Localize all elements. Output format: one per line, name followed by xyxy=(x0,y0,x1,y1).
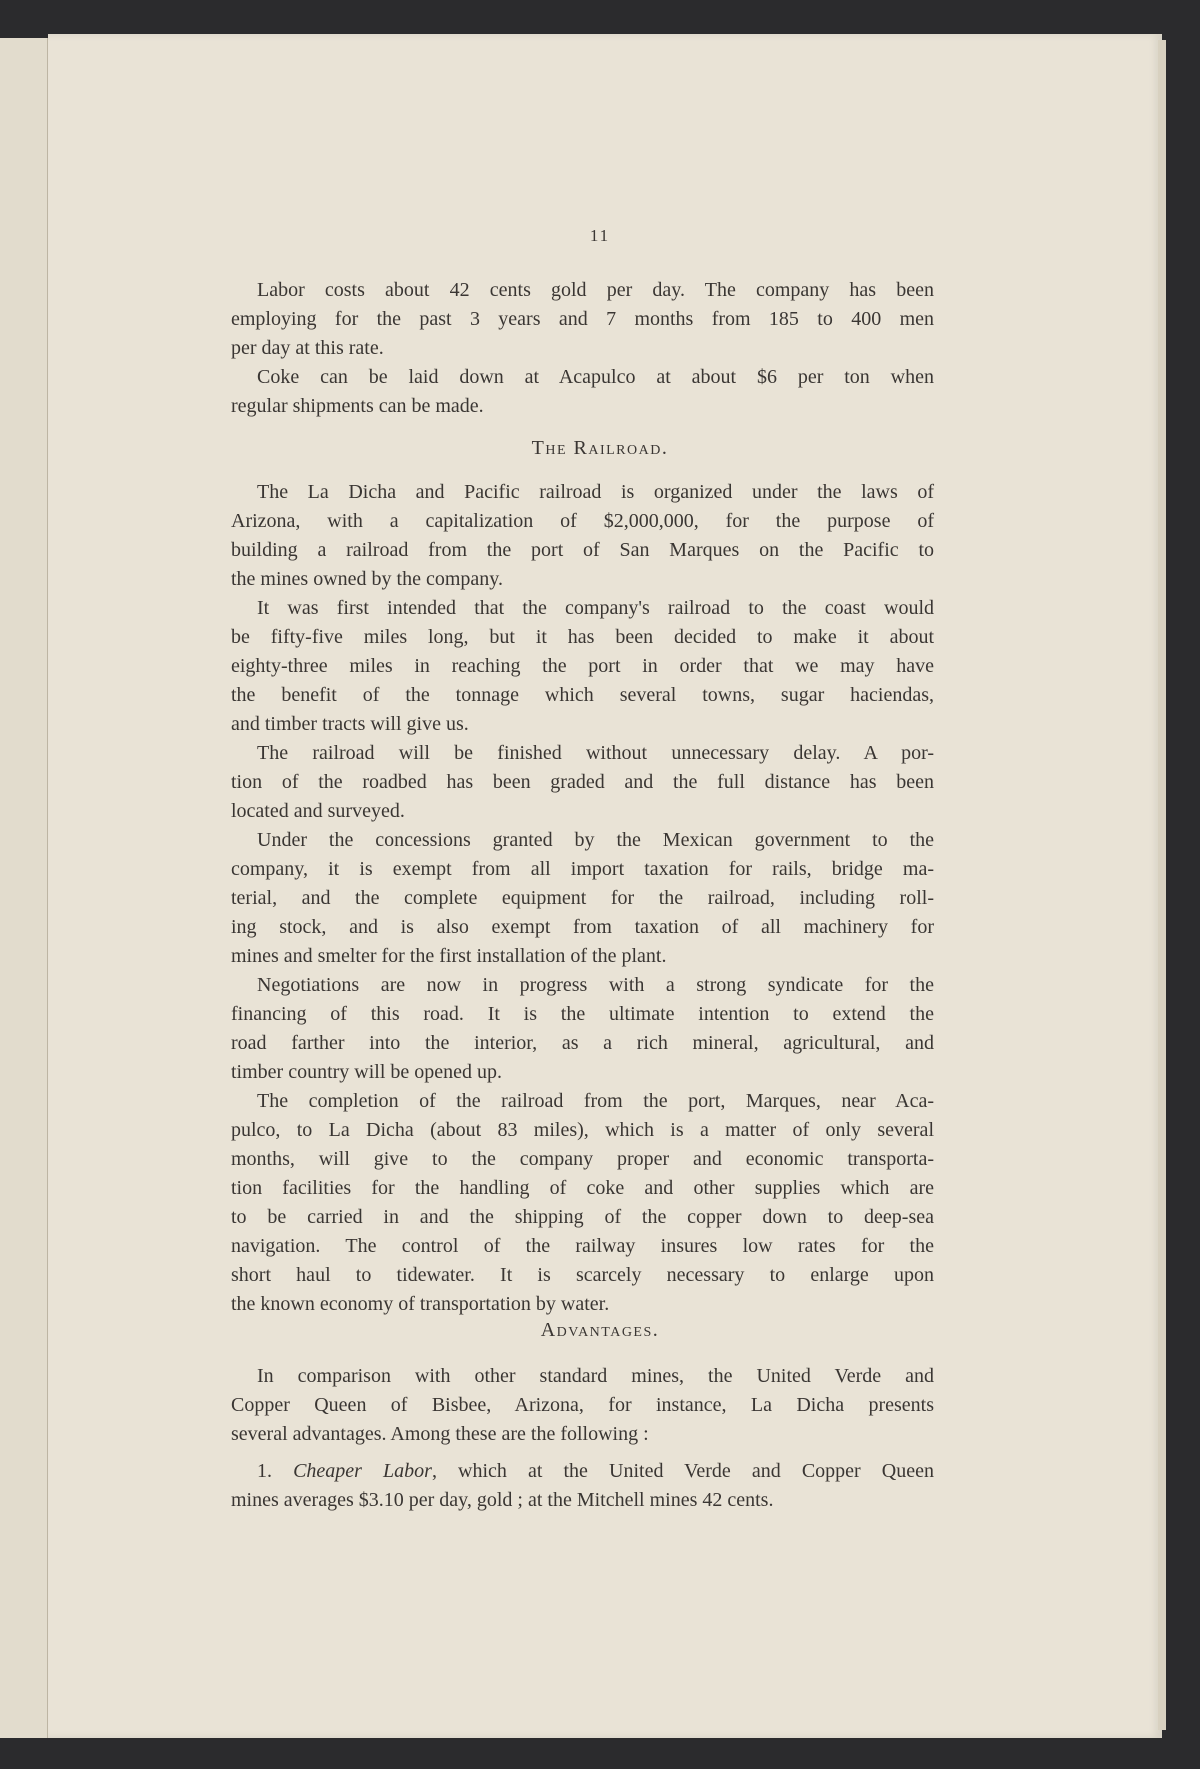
text-line: Negotiations are now in progress with a strong syndicate for the xyxy=(257,974,934,996)
text-line: be fifty-five miles long, but it has been decided to make it about xyxy=(231,626,934,648)
text-line: Coke can be laid down at Acapulco at about $6 per ton when xyxy=(257,366,934,388)
text-line: located and surveyed. xyxy=(231,800,405,822)
text-line: Arizona, with a capitalization of $2,000,000, for the purpose of xyxy=(231,510,934,532)
advantage-line-2: mines averages $3.10 per day, gold ; at the Mitchell mines 42 cents. xyxy=(231,1489,774,1511)
text-line: eighty-three miles in reaching the port in order that we may have xyxy=(231,655,934,677)
paragraph xyxy=(231,276,934,363)
text-line: ing stock, and is also exempt from taxation of all machinery for xyxy=(231,916,934,938)
text-line: company, it is exempt from all import taxation for rails, bridge ma- xyxy=(231,858,934,880)
text-line: terial, and the complete equipment for the railroad, including roll- xyxy=(231,887,934,909)
page-edge xyxy=(1158,40,1166,1730)
item-title: Cheaper Labor xyxy=(293,1460,432,1482)
railroad-section xyxy=(231,478,934,1319)
text-line: the benefit of the tonnage which several towns, sugar haciendas, xyxy=(231,684,934,706)
advantage-item-1 xyxy=(231,1457,934,1515)
text-line: Copper Queen of Bisbee, Arizona, for instance, La Dicha presents xyxy=(231,1394,934,1416)
left-page-edge xyxy=(0,38,49,1738)
text-line: pulco, to La Dicha (about 83 miles), which is a matter of only several xyxy=(231,1119,934,1141)
paragraph xyxy=(231,739,934,826)
text-line: navigation. The control of the railway insures low rates for the xyxy=(231,1235,934,1257)
text-line: tion facilities for the handling of coke and other supplies which are xyxy=(231,1177,934,1199)
text-line: Under the concessions granted by the Mexican government to the xyxy=(257,829,934,851)
item-text: , which at the United Verde and Copper Queen xyxy=(431,1460,934,1482)
text-line: the known economy of transportation by water. xyxy=(231,1293,610,1315)
text-line: mines and smelter for the first installation of the plant. xyxy=(231,945,667,967)
text-line: road farther into the interior, as a rich mineral, agricultural, and xyxy=(231,1032,934,1054)
heading-railroad: The Railroad. xyxy=(531,437,669,459)
text-line: the mines owned by the company. xyxy=(231,568,503,590)
text-line: The railroad will be finished without unnecessary delay. A por- xyxy=(257,742,934,764)
paragraph xyxy=(231,363,934,421)
page-number: 11 xyxy=(589,226,611,245)
text-line: months, will give to the company proper and economic transporta- xyxy=(231,1148,934,1170)
paragraph xyxy=(231,594,934,739)
text-line: several advantages. Among these are the following : xyxy=(231,1423,649,1445)
heading-advantages: Advantages. xyxy=(540,1319,660,1341)
text-line: The completion of the railroad from the port, Marques, near Aca- xyxy=(257,1090,934,1112)
advantages-intro xyxy=(231,1362,934,1449)
paragraph xyxy=(231,826,934,971)
paragraph xyxy=(231,478,934,594)
item-number: 1. xyxy=(257,1460,272,1482)
text-line: short haul to tidewater. It is scarcely necessary to enlarge upon xyxy=(231,1264,934,1286)
text-line: timber country will be opened up. xyxy=(231,1061,503,1083)
text-line: employing for the past 3 years and 7 months from 185 to 400 men xyxy=(231,308,934,330)
paragraph xyxy=(231,971,934,1087)
text-line: per day at this rate. xyxy=(231,337,384,359)
text-line: The La Dicha and Pacific railroad is organized under the laws of xyxy=(257,481,934,503)
intro-section xyxy=(231,276,934,421)
text-line: regular shipments can be made. xyxy=(231,395,484,417)
text-line: financing of this road. It is the ultimate intention to extend the xyxy=(231,1003,934,1025)
text-line: In comparison with other standard mines, the United Verde and xyxy=(257,1365,934,1387)
text-line: to be carried in and the shipping of the copper down to deep-sea xyxy=(231,1206,934,1228)
text-line: and timber tracts will give us. xyxy=(231,713,469,735)
advantage-line-1 xyxy=(231,1457,934,1486)
text-line: Labor costs about 42 cents gold per day. The company has been xyxy=(257,279,934,301)
text-line: tion of the roadbed has been graded and the full distance has been xyxy=(231,771,934,793)
text-line: building a railroad from the port of San Marques on the Pacific to xyxy=(231,539,934,561)
text-line: It was first intended that the company's railroad to the coast would xyxy=(257,597,934,619)
paragraph xyxy=(231,1087,934,1319)
